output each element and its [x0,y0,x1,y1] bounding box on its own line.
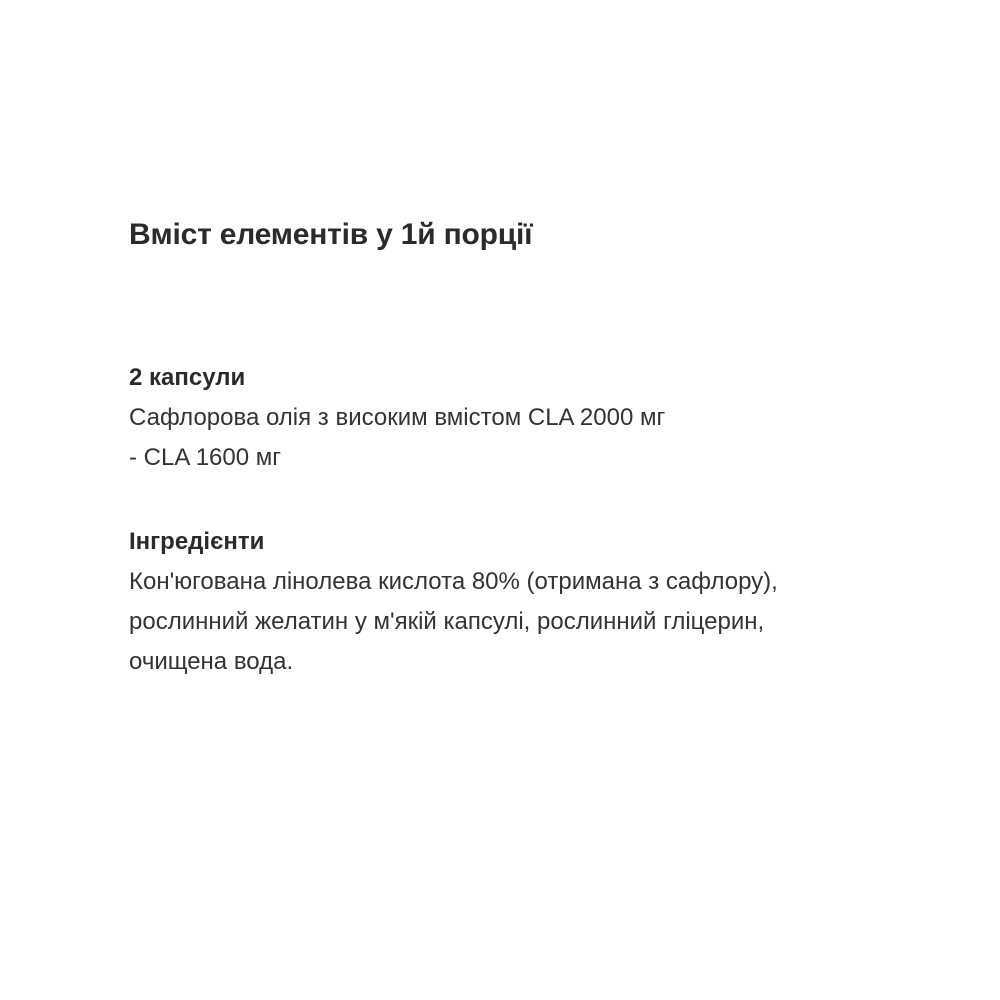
section-title: Вміст елементів у 1й порції [129,218,533,251]
serving-line: Сафлорова олія з високим вмістом CLA 2000 мг [129,404,666,431]
ingredients-line: Кон'югована лінолева кислота 80% (отримана з сафлору), [129,568,778,595]
serving-section [129,358,929,478]
ingredients-line: рослинний желатин у м'якій капсулі, рослинний гліцерин, [129,608,765,635]
ingredients-line: очищена вода. [129,648,294,675]
serving-label: 2 капсули [129,364,246,391]
serving-line: - CLA 1600 мг [129,444,282,471]
ingredients-label: Інгредієнти [129,528,265,555]
ingredients-section [129,522,929,682]
